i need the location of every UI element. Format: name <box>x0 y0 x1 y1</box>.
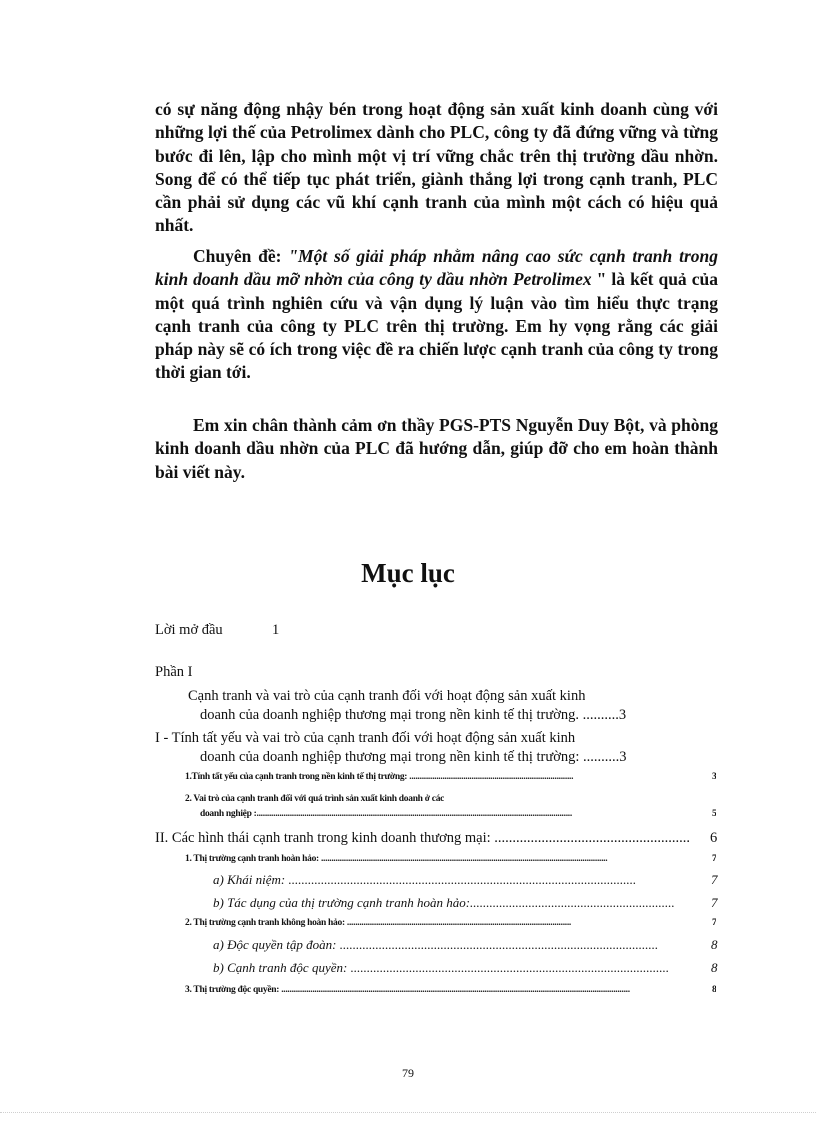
toc-entry-1-1[interactable]: 1.Tính tất yếu của cạnh tranh trong nền kinh tế thị trường: ............................................................................... <box>185 772 574 782</box>
toc-section-2[interactable]: II. Các hình thái cạnh tranh trong kinh doanh thương mại: ...................................................... <box>155 830 691 846</box>
toc-part-1: Phần I <box>155 664 193 680</box>
paragraph-intro-continued: có sự năng động nhậy bén trong hoạt động sản xuất kinh doanh cùng với những lợi thế của Petrolimex dành cho PLC, công ty đã đứng vững và từng bước đi lên, lập cho mình một vị trí vững chắc trên thị trường dầu nhờn. Song để có thể tiếp tục phát triển, giành thắng lợi trong cạnh tranh, PLC cần phải sử dụng các vũ khí cạnh tranh của mình một cách có hiệu quả nhất. <box>155 99 718 236</box>
toc-entry-2-2-b-page: 8 <box>711 960 718 975</box>
paragraph-thanks: Em xin chân thành cảm ơn thầy PGS-PTS Nguyễn Duy Bột, và phòng kinh doanh dầu nhờn của PLC đã hướng dẫn, giúp đỡ cho em hoàn thành bài viết này. <box>155 415 718 482</box>
toc-entry-loi-mo-dau[interactable]: Lời mở đầu <box>155 622 223 638</box>
toc-entry-1-2-page: 5 <box>712 809 717 819</box>
toc-entry-2-1-a-page: 7 <box>711 872 718 887</box>
toc-entry-2-1-b[interactable]: b) Tác dụng của thị trường cạnh tranh hoàn hảo:............................................................... <box>213 895 675 910</box>
toc-entry-2-2-b[interactable]: b) Cạnh tranh độc quyền: .................................................................................................. <box>213 960 670 975</box>
toc-entry-2-1[interactable]: 1. Thị trường cạnh tranh hoàn hảo: .......................................................................................................................................... <box>185 854 608 864</box>
toc-entry-2-1-page: 7 <box>712 854 717 864</box>
toc-section-1-line2[interactable]: doanh của doanh nghiệp thương mại trong nền kinh tế thị trường: ..........3 <box>200 749 627 765</box>
toc-entry-2-2[interactable]: 2. Thị trường cạnh tranh không hoàn hảo: ............................................................................................................ <box>185 918 571 928</box>
toc-part-1-title-line1[interactable]: Cạnh tranh và vai trò của cạnh tranh đối với hoạt động sản xuất kinh <box>188 688 586 704</box>
toc-entry-2-1-b-page: 7 <box>711 895 718 910</box>
toc-entry-1-1-page: 3 <box>712 772 717 782</box>
toc-entry-2-2-a-page: 8 <box>711 937 718 952</box>
topic-title: "Một số giải pháp nhằm nâng cao sức cạnh tranh trong kinh doanh dầu mỡ nhờn của công ty dầu nhờn Petrolimex <box>155 246 718 290</box>
toc-part-1-title-line2[interactable]: doanh của doanh nghiệp thương mại trong nền kinh tế thị trường. ..........3 <box>200 707 627 723</box>
toc-entry-2-3-page: 8 <box>712 985 717 995</box>
page-number: 79 <box>402 1066 414 1080</box>
page-bottom-divider <box>0 1112 816 1113</box>
toc-entry-1-2-line2[interactable]: doanh nghiệp :........................................................................................................................................................ <box>200 809 572 819</box>
toc-entry-loi-mo-dau-page: 1 <box>272 622 280 638</box>
toc-entry-2-1-a[interactable]: a) Khái niệm: ........................................................................................................... <box>213 872 637 887</box>
paragraph-topic: Chuyên đề: "Một số giải pháp nhằm nâng cao sức cạnh tranh trong kinh doanh dầu mỡ nhờn của công ty dầu nhờn Petrolimex " là kết quả của một quá trình nghiên cứu và vận dụng lý luận vào tìm hiểu thực trạng cạnh tranh của công ty PLC trên thị trường. Em hy vọng rằng các giải pháp này sẽ có ích trong việc đề ra chiến lược cạnh tranh của công ty trong thời gian tới. <box>155 246 718 383</box>
toc-title: Mục lục <box>361 558 455 588</box>
toc-entry-1-2-line1[interactable]: 2. Vai trò của cạnh tranh đối với quá trình sản xuất kinh doanh ở các <box>185 794 445 804</box>
toc-entry-2-2-a[interactable]: a) Độc quyền tập đoàn: .................................................................................................. <box>213 937 659 952</box>
toc-section-2-page: 6 <box>710 830 718 846</box>
toc-entry-2-3[interactable]: 3. Thị trường độc quyền: ........................................................................................................................................................................ <box>185 985 630 995</box>
toc-entry-2-2-page: 7 <box>712 918 717 928</box>
toc-section-1-line1[interactable]: I - Tính tất yếu và vai trò của cạnh tranh đối với hoạt động sản xuất kinh <box>155 730 576 746</box>
